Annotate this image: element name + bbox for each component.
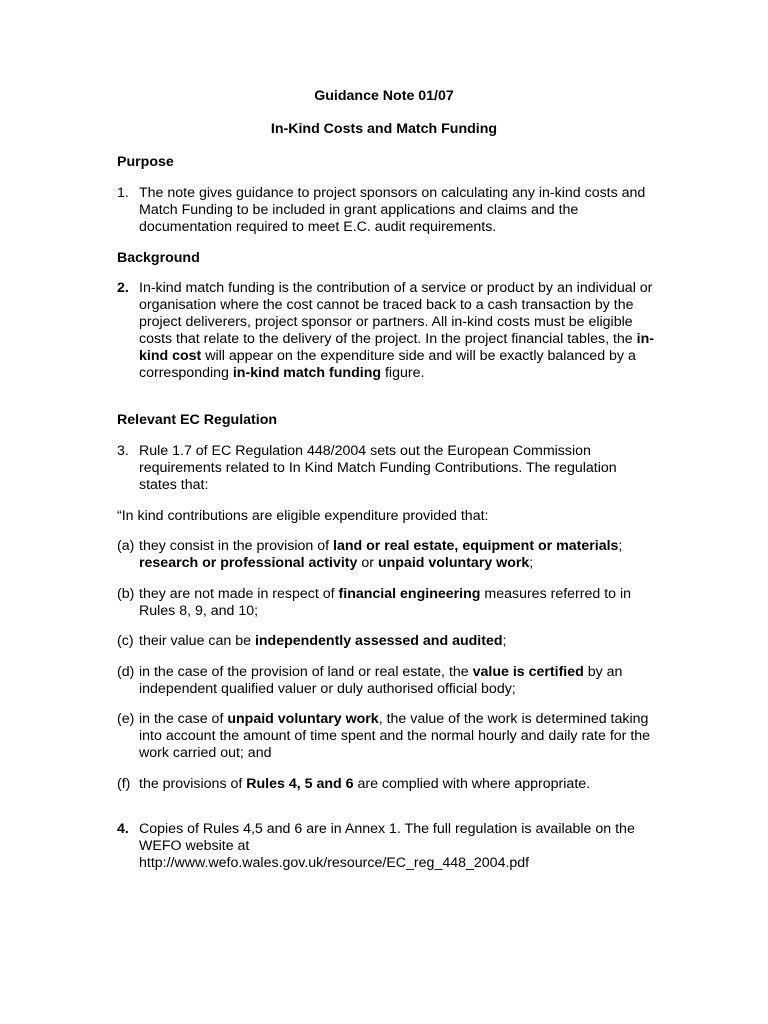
list-item-f [117, 776, 657, 793]
list-text: in the case of the provision of land or real estate, the value is certified by an independent qualified valuer or duly authorised official body; [139, 664, 623, 697]
list-item-b [117, 586, 657, 620]
paragraph-4 [117, 821, 657, 872]
document-subtitle: In-Kind Costs and Match Funding [270, 121, 498, 137]
list-text: the provisions of Rules 4, 5 and 6 are complied with where appropriate. [139, 776, 591, 792]
list-text: they are not made in respect of financial engineering measures referred to in Rules 8, 9, and 10; [139, 586, 632, 619]
wefo-url-link[interactable]: http://www.wefo.wales.gov.uk/resource/EC_reg_448_2004.pdf [139, 855, 530, 871]
list-text: in the case of unpaid voluntary work, the value of the work is determined taking into account the amount of time spent and the normal hourly and daily rate for the work carried out; and [139, 711, 651, 761]
paragraph-number: 4. [117, 821, 129, 837]
paragraph-3 [117, 443, 657, 494]
list-label: (e) [117, 711, 135, 727]
paragraph-text: Copies of Rules 4,5 and 6 are in Annex 1. The full regulation is available on the WEFO website at http://www.wefo.wales.gov.uk/resource/EC_reg_448_2004.pdf [139, 821, 635, 871]
paragraph-text: The note gives guidance to project sponsors on calculating any in-kind costs and Match Funding to be included in grant applications and claims and the documentation required to meet E.C. audit requirements. [139, 185, 646, 235]
heading-regulation: Relevant EC Regulation [117, 412, 278, 428]
paragraph-number: 1. [117, 185, 129, 201]
list-item-c [117, 633, 657, 650]
list-label: (f) [117, 776, 131, 792]
paragraph-number: 2. [117, 280, 129, 296]
list-label: (b) [117, 586, 135, 602]
list-item-d [117, 664, 657, 698]
list-text: their value can be independently assessed and audited; [139, 633, 507, 649]
heading-background: Background [117, 250, 200, 266]
paragraph-text: In-kind match funding is the contribution of a service or product by an individual or organisation where the cost cannot be traced back to a cash transaction by the project deliverers, project sponsor or partners. All in-kind costs must be eligible costs that relate to the delivery of the project. In the project financial tables, the in-kind cost will appear on the expenditure side and will be exactly balanced by a corresponding in-kind match funding figure. [139, 280, 654, 381]
quote-intro: “In kind contributions are eligible expenditure provided that: [117, 508, 489, 524]
list-label: (c) [117, 633, 134, 649]
list-label: (d) [117, 664, 135, 680]
list-item-e [117, 711, 657, 762]
paragraph-2 [117, 280, 657, 382]
heading-purpose: Purpose [117, 154, 174, 170]
list-label: (a) [117, 538, 135, 554]
document-title: Guidance Note 01/07 [314, 88, 454, 104]
paragraph-1 [117, 185, 657, 236]
list-text: they consist in the provision of land or real estate, equipment or materials; research or professional activity or unpaid voluntary work; [139, 538, 623, 571]
paragraph-text: Rule 1.7 of EC Regulation 448/2004 sets out the European Commission requirements related to In Kind Match Funding Contributions. The regulation states that: [139, 443, 617, 493]
paragraph-number: 3. [117, 443, 129, 459]
list-item-a [117, 538, 657, 572]
